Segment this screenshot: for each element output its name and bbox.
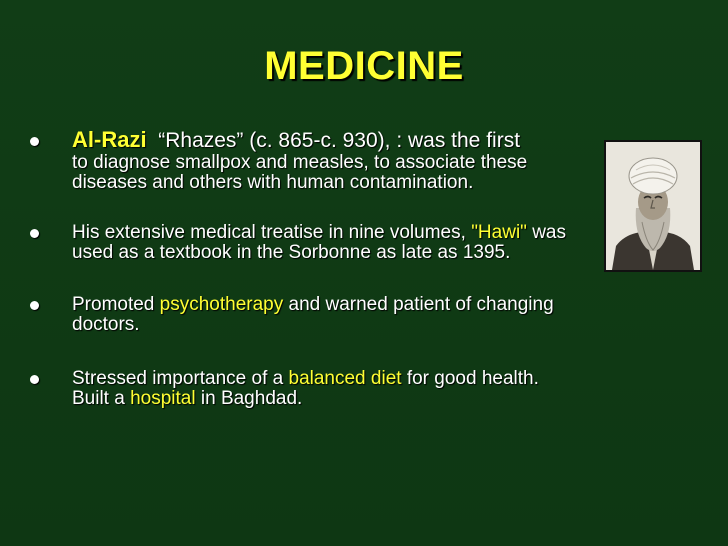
bullet-dot-icon: [30, 301, 39, 310]
highlight-balanced-diet: balanced diet: [288, 368, 402, 389]
bullet-lead-text: “Rhazes” (c. 865-c. 930), : was the first: [158, 129, 521, 152]
highlight-hospital: hospital: [130, 388, 196, 409]
turbaned-scholar-portrait-icon: [604, 140, 702, 272]
bullet-lead: [72, 129, 520, 152]
bullet-dot-icon: [30, 375, 39, 384]
bullet-psychotherapy: [30, 295, 590, 335]
bullet-text-mid: for good health. Built a: [72, 368, 555, 409]
bullet-diet-hospital: [30, 369, 590, 409]
bullet-text-pre: Stressed importance of a: [72, 368, 289, 389]
name-gap: [147, 129, 159, 152]
slide-title: MEDICINE: [264, 44, 464, 88]
bullet-text-pre: Promoted: [72, 294, 160, 315]
bullet-text-post: was used as a textbook in the Sorbonne as late as 1395.: [72, 222, 566, 263]
bullet-list: [30, 128, 590, 409]
bullet-al-razi: [30, 128, 590, 193]
bullet-text-post: in Baghdad.: [195, 388, 303, 409]
highlight-psychotherapy: psychotherapy: [159, 294, 284, 315]
bullet-dot-icon: [30, 137, 39, 146]
bullet-text-pre: His extensive medical treatise in nine volumes,: [72, 222, 472, 243]
bullet-hawi: [30, 223, 590, 263]
bullet-text: to diagnose smallpox and measles, to associate these diseases and others with human contamination.: [72, 152, 528, 193]
highlight-hawi: "Hawi": [471, 222, 527, 243]
al-razi-name: Al-Razi: [72, 127, 147, 152]
bullet-text-post: and warned patient of changing doctors.: [72, 294, 554, 335]
bullet-dot-icon: [30, 229, 39, 238]
